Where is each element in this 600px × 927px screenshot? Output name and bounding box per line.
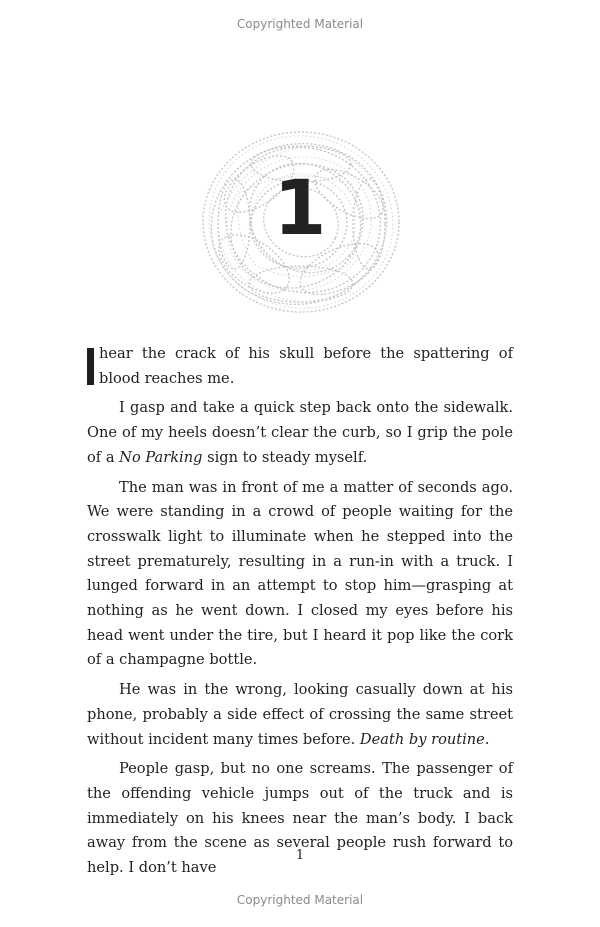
paragraph: People gasp, but no one screams. The passenger of the offending vehicle jumps out of the truck and is immediately on his knees near the man’s body. I back away from the scene as several people rush forward to help. I don’t have	[87, 760, 513, 877]
chapter-body-text	[87, 342, 513, 886]
paragraph: The man was in front of me a matter of seconds ago. We were standing in a crowd of people waiting for the crosswalk light to illuminate when he stepped into the street prematurely, resulting in a run-in with a truck. I lunged forward in an attempt to stop him—grasping at nothing as he went down. I closed my eyes before his head went under the tire, but I heard it pop like the cork of a champagne bottle.	[87, 478, 513, 669]
drop-cap-letter-i	[87, 348, 94, 385]
paragraph: He was in the wrong, looking casually down at his phone, probably a side effect of crossing the same street without incident many times before. Death by routine.	[87, 681, 513, 748]
page-number: 1	[295, 848, 305, 863]
opening-paragraph: hear the crack of his skull before the spattering of blood reaches me.	[87, 342, 513, 391]
copyright-watermark-bottom: Copyrighted Material	[236, 893, 364, 907]
chapter-number: 1	[273, 163, 327, 252]
paragraph: I gasp and take a quick step back onto the sidewalk. One of my heels doesn’t clear the curb, so I grip the pole of a No Parking sign to steady myself.	[87, 399, 513, 466]
copyright-watermark-top: Copyrighted Material	[236, 17, 364, 31]
